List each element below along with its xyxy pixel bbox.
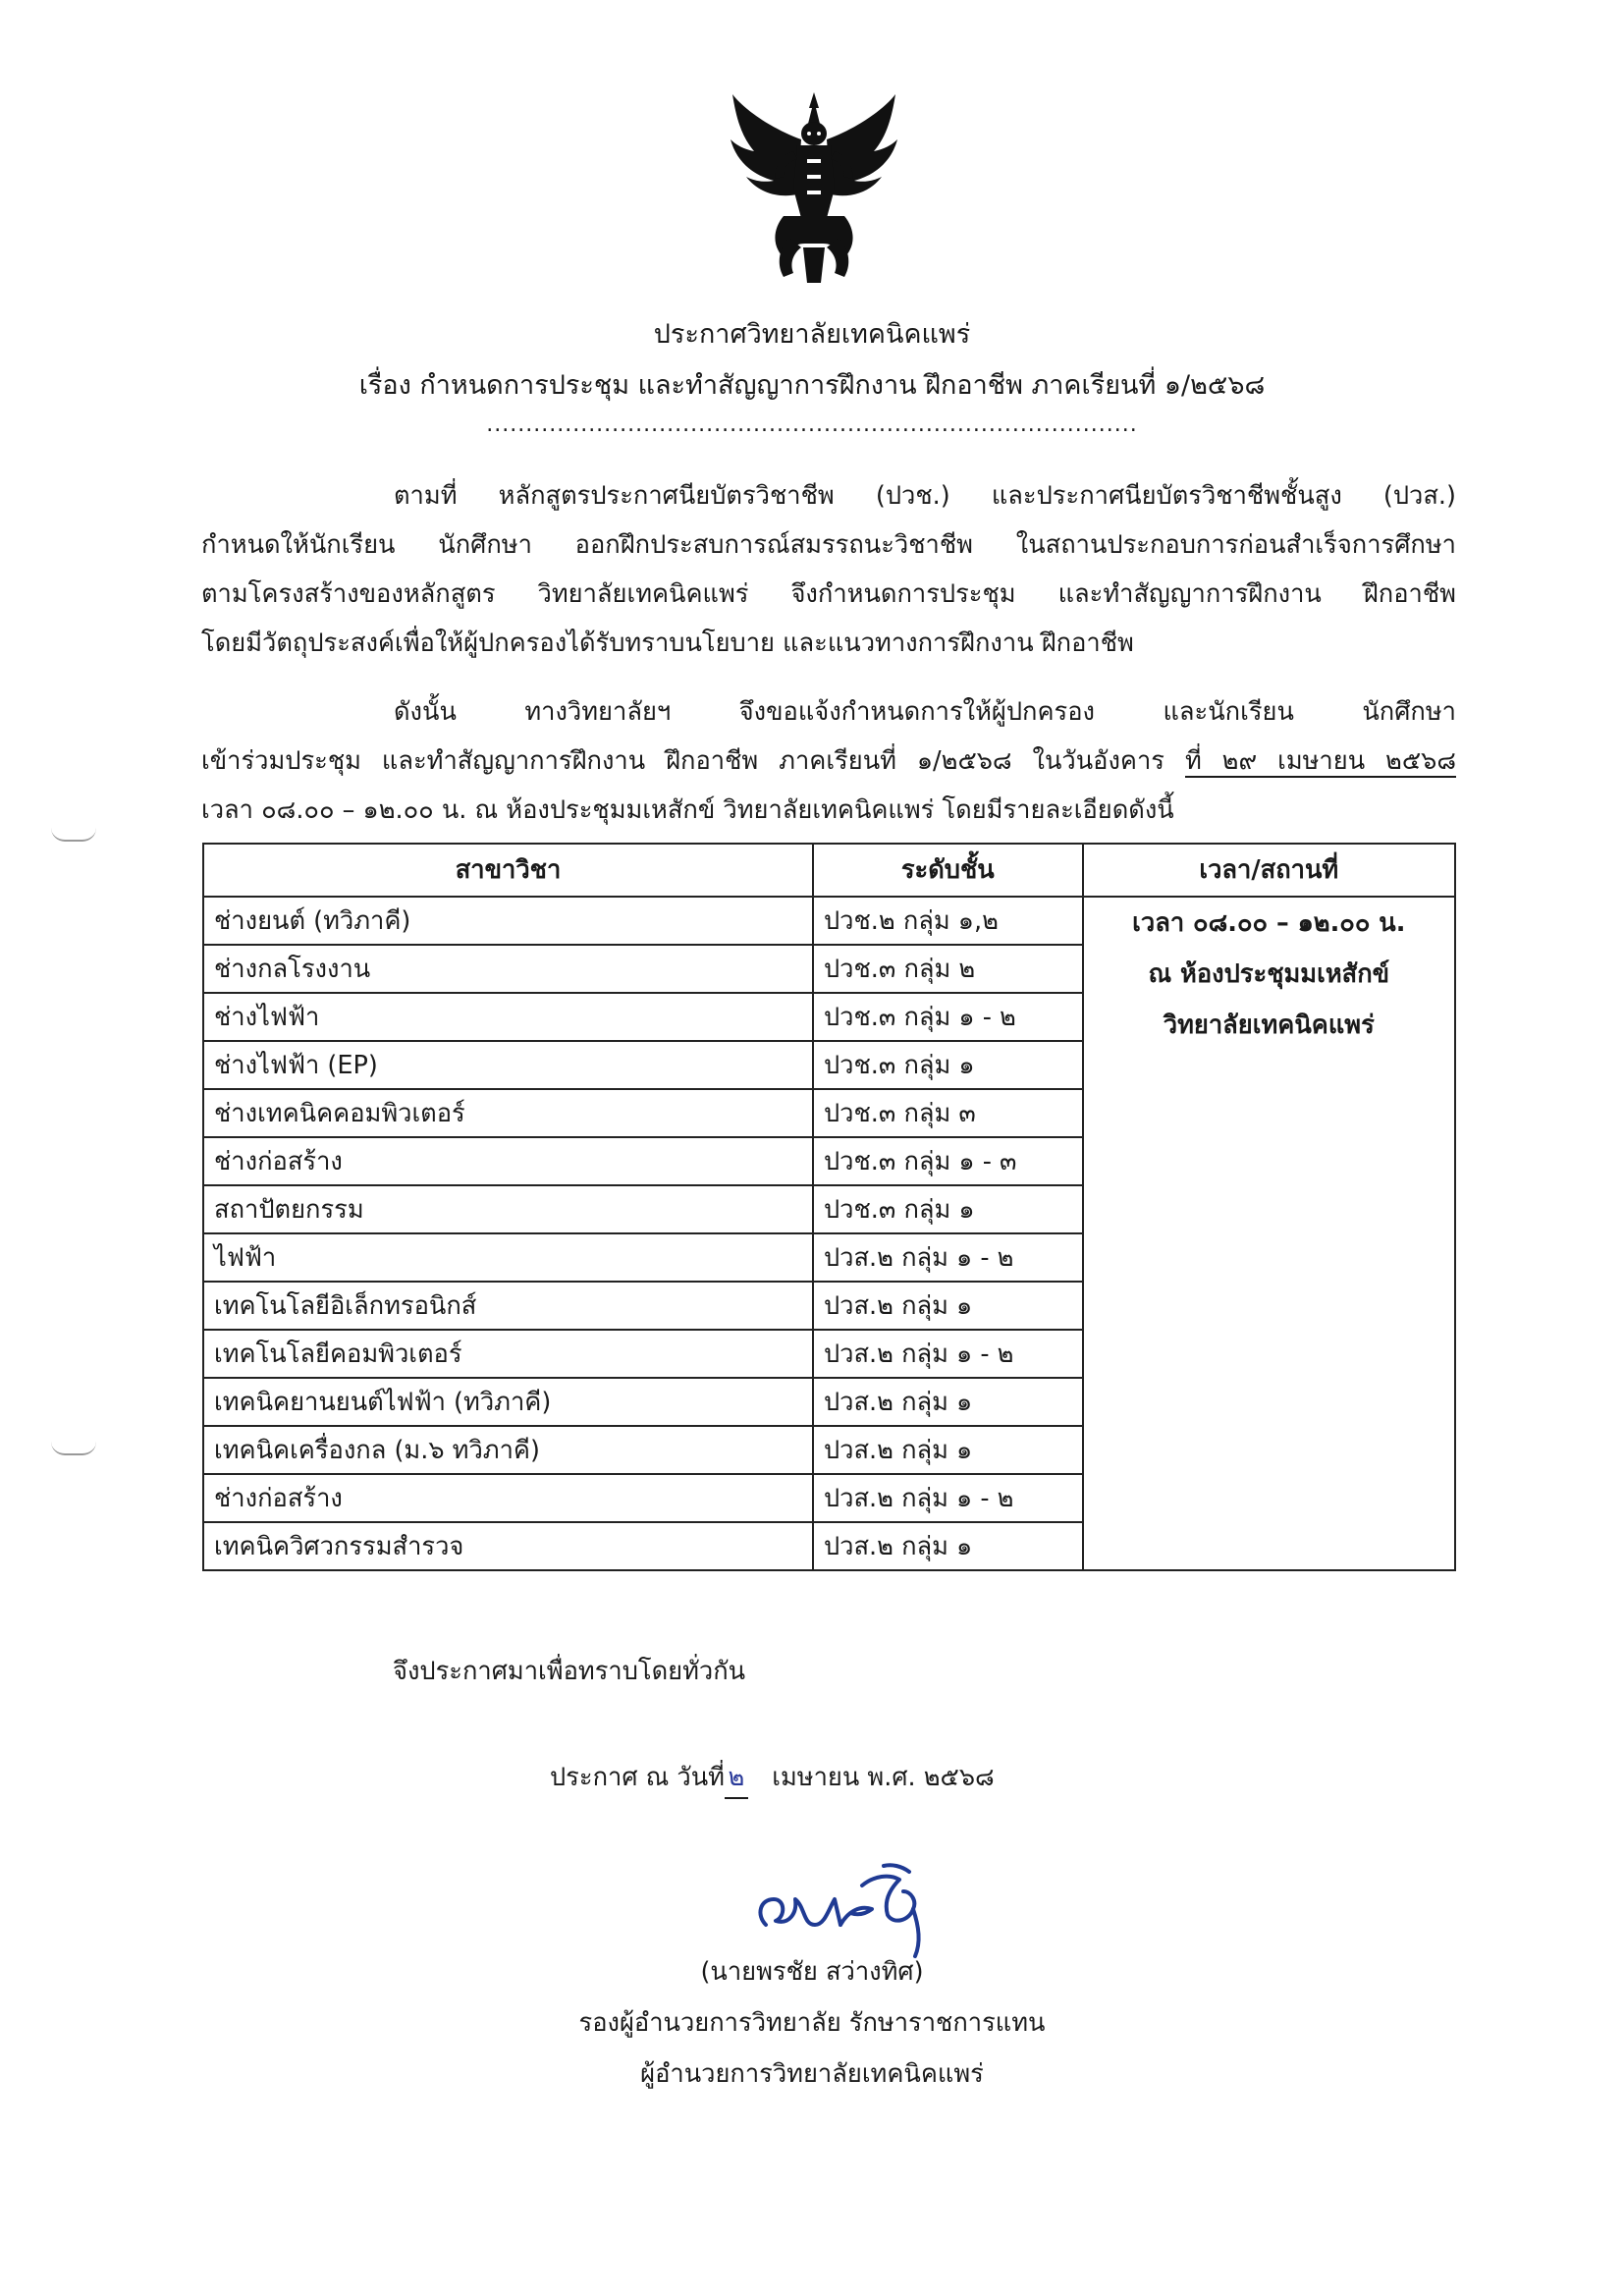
paragraph-line: โดยมีวัตถุประสงค์เพื่อให้ผู้ปกครองได้รับทราบนโยบาย และแนวทางการฝึกงาน ฝึกอาชีพ [201, 629, 1134, 658]
major-cell: เทคนิคยานยนต์ไฟฟ้า (ทวิภาคี) [203, 1378, 813, 1426]
paragraph-schedule [201, 687, 1456, 835]
paragraph-background [201, 471, 1456, 668]
meeting-date: ที่ ๒๙ เมษายน ๒๕๖๘ [1184, 746, 1457, 776]
level-cell: ปวส.๒ กลุ่ม ๑ - ๒ [813, 1330, 1083, 1378]
announce-prefix: ประกาศ ณ วันที่ [550, 1763, 725, 1792]
major-cell: เทคโนโลยีอิเล็กทรอนิกส์ [203, 1282, 813, 1330]
level-cell: ปวช.๓ กลุ่ม ๑ [813, 1185, 1083, 1233]
signer-position: รองผู้อำนวยการวิทยาลัย รักษาราชการแทน [578, 2008, 1046, 2038]
major-cell: ช่างยนต์ (ทวิภาคี) [203, 897, 813, 945]
major-cell: ช่างไฟฟ้า (EP) [203, 1041, 813, 1089]
level-cell: ปวช.๓ กลุ่ม ๑ [813, 1041, 1083, 1089]
level-cell: ปวส.๒ กลุ่ม ๑ - ๒ [813, 1474, 1083, 1522]
announcement-title: ประกาศวิทยาลัยเทคนิคแพร่ [653, 319, 971, 350]
paragraph-line: ตามโครงสร้างของหลักสูตร วิทยาลัยเทคนิคแพร่ จึงกำหนดการประชุม และทำสัญญาการฝึกงาน ฝึกอาชีพ [201, 579, 1456, 609]
table-row [203, 897, 1455, 945]
level-cell: ปวช.๓ กลุ่ม ๑ - ๒ [813, 993, 1083, 1041]
major-cell: ช่างไฟฟ้า [203, 993, 813, 1041]
meeting-college: วิทยาลัยเทคนิคแพร่ [1163, 1011, 1375, 1040]
major-cell: ช่างกลโรงงาน [203, 945, 813, 993]
level-cell: ปวช.๓ กลุ่ม ๓ [813, 1089, 1083, 1137]
time-place-cell [1083, 897, 1455, 1570]
punch-hole-mark [51, 1442, 96, 1455]
level-cell: ปวส.๒ กลุ่ม ๑ [813, 1282, 1083, 1330]
paragraph-line: ตามที่ หลักสูตรประกาศนียบัตรวิชาชีพ (ปวช.) และประกาศนียบัตรวิชาชีพชั้นสูง (ปวส.) [394, 481, 1456, 511]
level-cell: ปวส.๒ กลุ่ม ๑ - ๒ [813, 1233, 1083, 1282]
paragraph-line: เวลา ๐๘.๐๐ – ๑๒.๐๐ น. ณ ห้องประชุมมเหสักข์ วิทยาลัยเทคนิคแพร่ โดยมีรายละเอียดดังนี้ [201, 795, 1174, 825]
level-cell: ปวช.๓ กลุ่ม ๑ - ๓ [813, 1137, 1083, 1185]
paragraph-line [201, 737, 1456, 786]
major-cell: เทคนิควิศวกรรมสำรวจ [203, 1522, 813, 1570]
level-cell: ปวส.๒ กลุ่ม ๑ [813, 1378, 1083, 1426]
major-cell: ช่างก่อสร้าง [203, 1474, 813, 1522]
major-cell: ไฟฟ้า [203, 1233, 813, 1282]
major-cell: เทคโนโลยีคอมพิวเตอร์ [203, 1330, 813, 1378]
garuda-emblem-icon [725, 90, 903, 287]
signer-position-acting: ผู้อำนวยการวิทยาลัยเทคนิคแพร่ [640, 2059, 984, 2089]
level-cell: ปวส.๒ กลุ่ม ๑ [813, 1426, 1083, 1474]
signer-name: (นายพรชัย สว่างทิศ) [700, 1957, 924, 1987]
announce-suffix: เมษายน พ.ศ. ๒๕๖๘ [772, 1763, 995, 1792]
major-cell: สถาปัตยกรรม [203, 1185, 813, 1233]
major-cell: ช่างเทคนิคคอมพิวเตอร์ [203, 1089, 813, 1137]
punch-hole-mark [51, 828, 96, 842]
major-cell: ช่างก่อสร้าง [203, 1137, 813, 1185]
table-header-row [203, 844, 1455, 897]
level-cell: ปวส.๒ กลุ่ม ๑ [813, 1522, 1083, 1570]
separator-line: ................................................................................... [486, 412, 1138, 437]
announcement-subject: เรื่อง กำหนดการประชุม และทำสัญญาการฝึกงาน ฝึกอาชีพ ภาคเรียนที่ ๑/๒๕๖๘ [358, 370, 1266, 401]
paragraph-text: เข้าร่วมประชุม และทำสัญญาการฝึกงาน ฝึกอาชีพ ภาคเรียนที่ ๑/๒๕๖๘ ในวันอังคาร [201, 746, 1165, 776]
level-cell: ปวช.๓ กลุ่ม ๒ [813, 945, 1083, 993]
announcement-date [550, 1758, 995, 1799]
announce-day: ๒ [725, 1758, 748, 1799]
handwritten-signature [746, 1856, 952, 1964]
paragraph-line: ดังนั้น ทางวิทยาลัยฯ จึงขอแจ้งกำหนดการให้ผู้ปกครอง และนักเรียน นักศึกษา [394, 697, 1456, 727]
paragraph-line: กำหนดให้นักเรียน นักศึกษา ออกฝึกประสบการณ์สมรรถนะวิชาชีพ ในสถานประกอบการก่อนสำเร็จการศึกษา [201, 530, 1456, 560]
header-level: ระดับชั้น [813, 844, 1083, 897]
meeting-time: เวลา ๐๘.๐๐ – ๑๒.๐๐ น. [1132, 908, 1406, 938]
major-cell: เทคนิคเครื่องกล (ม.๖ ทวิภาคี) [203, 1426, 813, 1474]
meeting-room: ณ ห้องประชุมมเหสักข์ [1148, 959, 1390, 989]
header-time-place: เวลา/สถานที่ [1083, 844, 1455, 897]
header-major: สาขาวิชา [203, 844, 813, 897]
level-cell: ปวช.๒ กลุ่ม ๑,๒ [813, 897, 1083, 945]
closing-statement: จึงประกาศมาเพื่อทราบโดยทั่วกัน [393, 1657, 746, 1686]
schedule-table [202, 843, 1456, 1571]
